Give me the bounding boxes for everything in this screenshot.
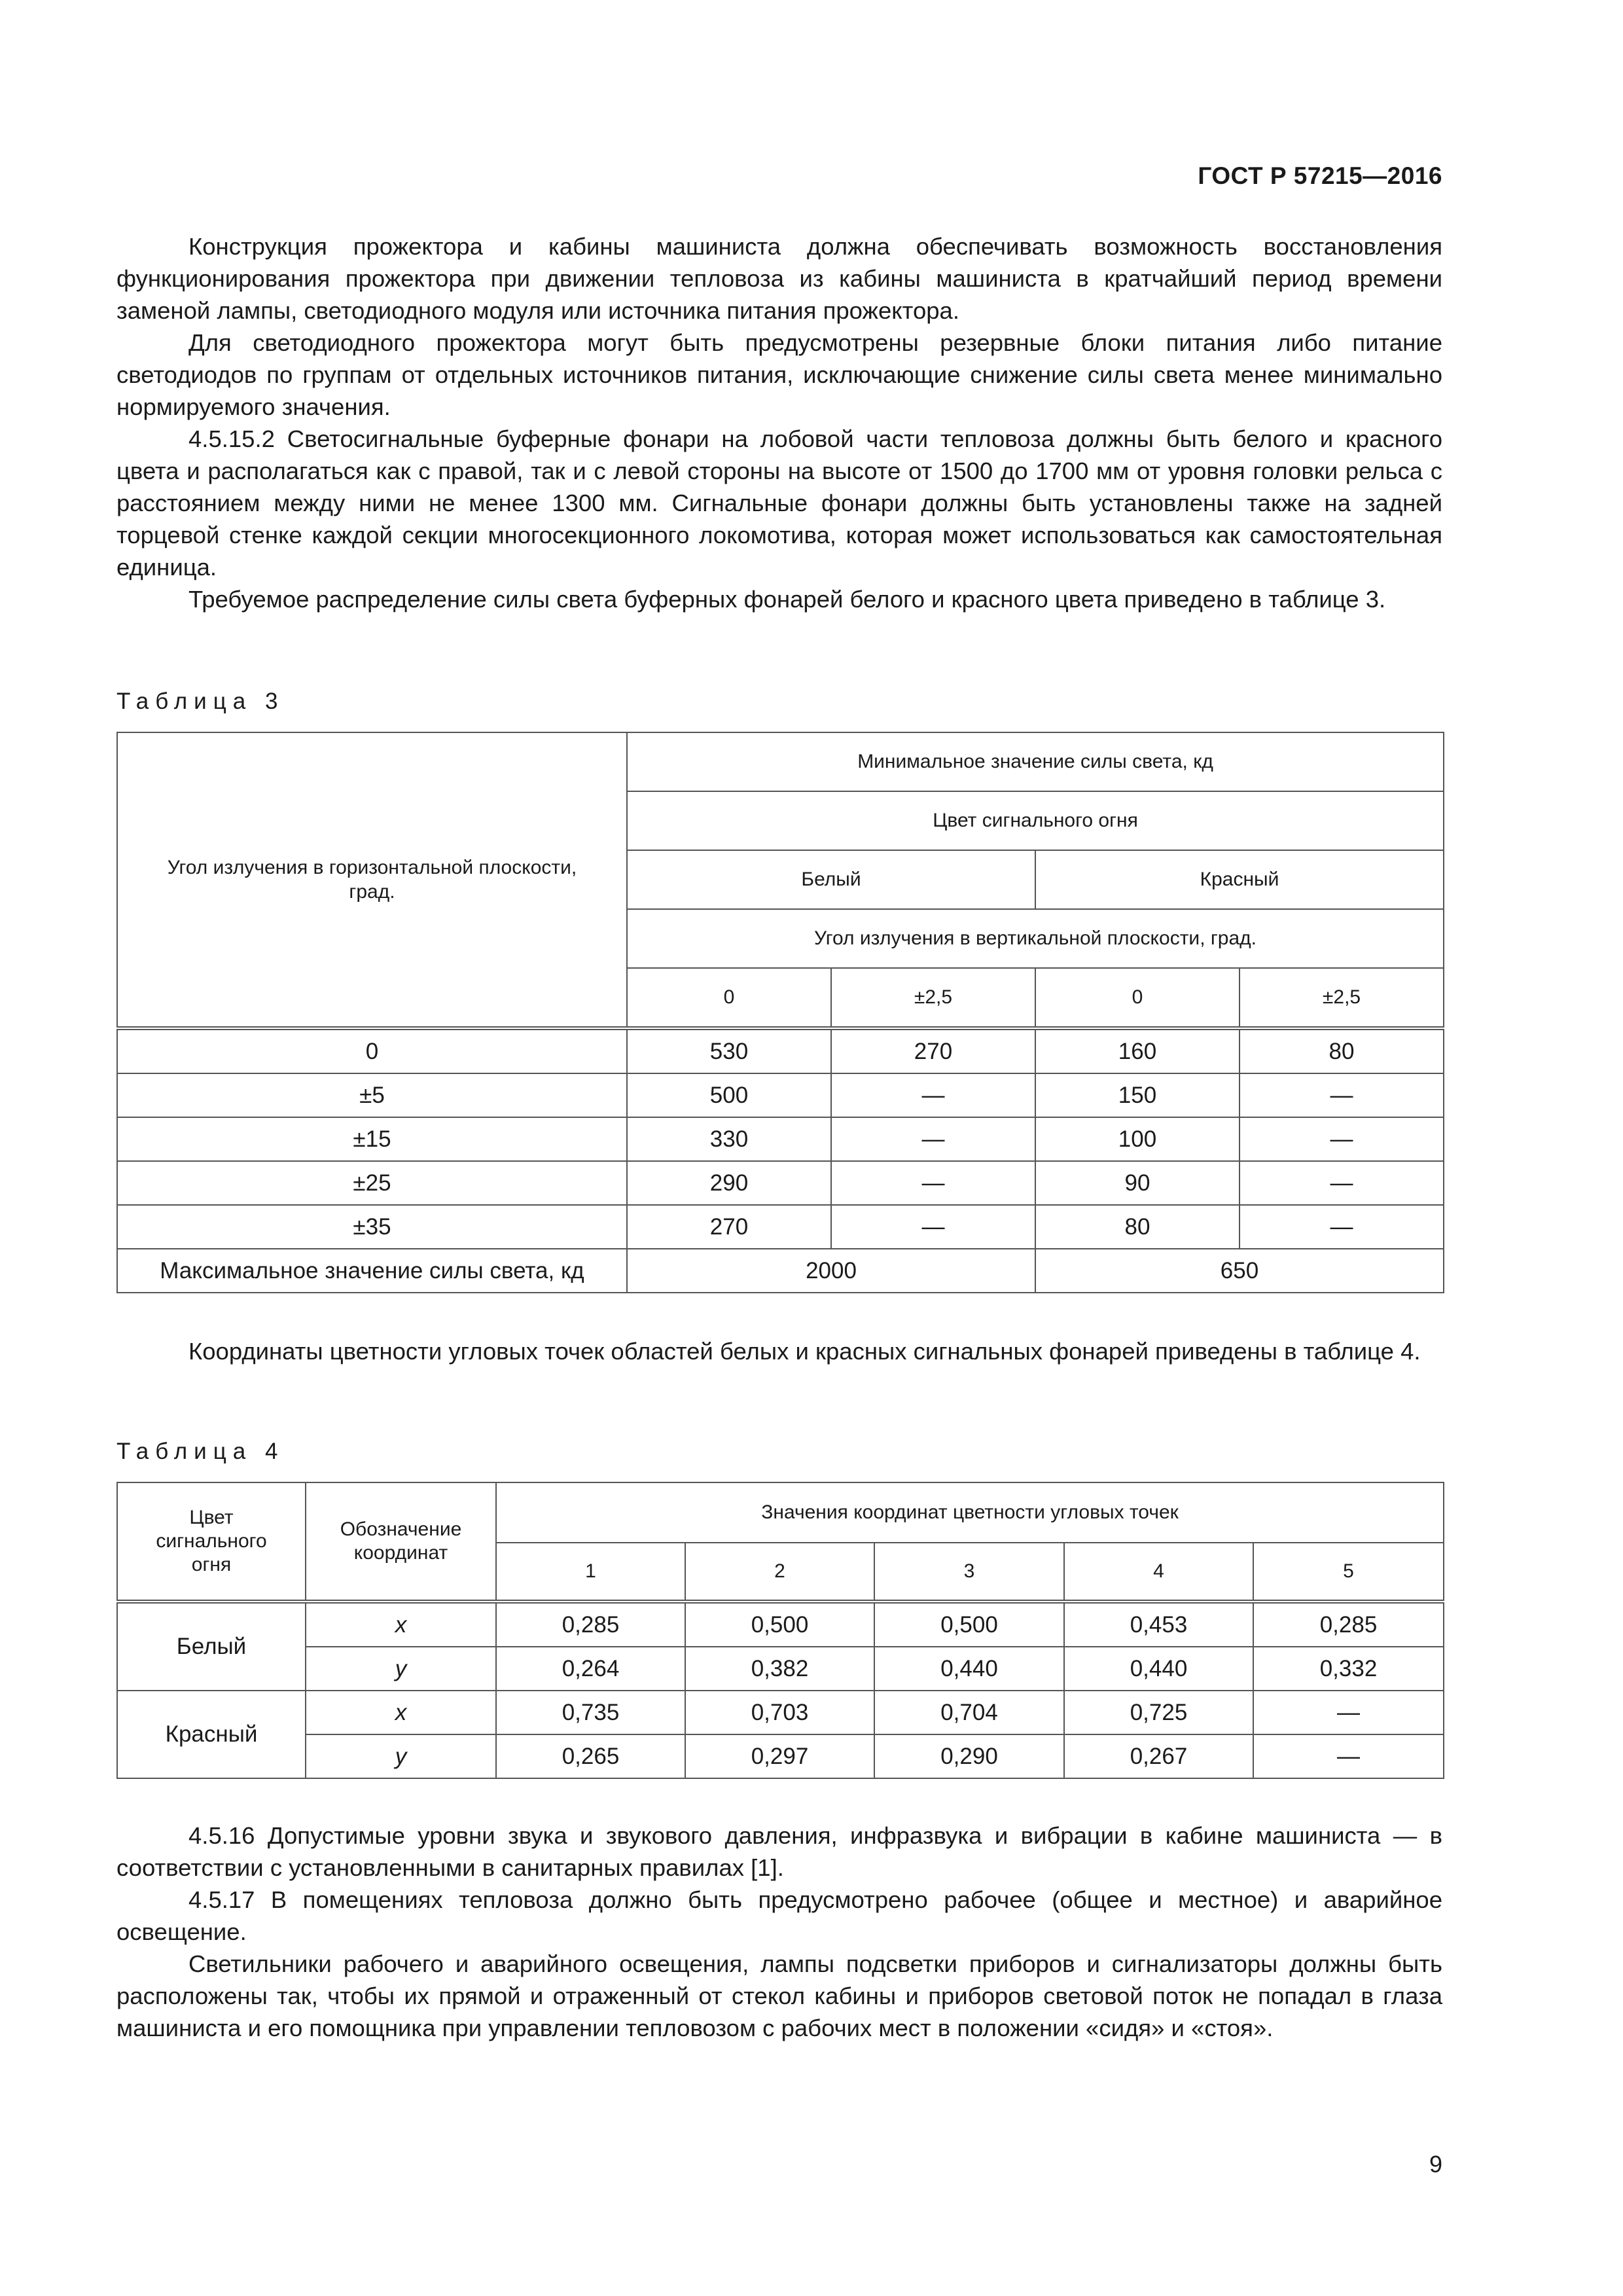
header-coord-values: Значения координат цветности угловых точек xyxy=(496,1482,1444,1543)
paragraph: Координаты цветности угловых точек областей белых и красных сигнальных фонарей приведены в таблице 4. xyxy=(188,1338,1421,1365)
coord-x: x xyxy=(306,1691,496,1734)
header-min-value: Минимальное значение силы света, кд xyxy=(627,732,1444,791)
table-cell: 0,453 xyxy=(1064,1602,1253,1647)
table-cell: 0,735 xyxy=(496,1691,685,1734)
paragraph: Требуемое распределение силы света буферных фонарей белого и красного цвета приведено в таблице 3. xyxy=(188,586,1386,613)
table-cell: 0,265 xyxy=(496,1734,685,1778)
table-3 xyxy=(116,732,1444,1293)
subheader-0: 0 xyxy=(1035,968,1240,1028)
max-red: 650 xyxy=(1035,1249,1444,1293)
table-cell: 0,264 xyxy=(496,1647,685,1691)
header-coord-designation: Обозначение координат xyxy=(306,1482,496,1602)
table-cell: 80 xyxy=(1240,1028,1444,1073)
table-row xyxy=(117,1161,1444,1205)
paragraphs-top xyxy=(116,230,1442,615)
table-cell: — xyxy=(831,1073,1035,1117)
table-row xyxy=(117,1602,1444,1647)
table4-caption: Таблица 4 xyxy=(116,1439,285,1464)
table-cell: 0,703 xyxy=(685,1691,874,1734)
col-3: 3 xyxy=(874,1543,1064,1602)
table-cell: — xyxy=(1253,1734,1444,1778)
paragraph: 4.5.15.2 Светосигнальные буферные фонари на лобовой части тепловоза должны быть белого и красного цвета и располагаться как с правой, так и с левой стороны на высоте от 1500 до 1700 мм от уровня головки рельса с расстоянием между ними не менее 1300 мм. Сигнальные фонари должны быть установлены также на задней торцевой стенке каждой секции многосекционного локомотива, которая может использоваться как самостоятельная единица. xyxy=(116,425,1442,581)
table-cell: 0,704 xyxy=(874,1691,1064,1734)
table-row xyxy=(117,1647,1444,1691)
table-row xyxy=(117,1205,1444,1249)
table-cell: — xyxy=(831,1205,1035,1249)
table-cell: 290 xyxy=(627,1161,831,1205)
table-cell: 160 xyxy=(1035,1028,1240,1073)
table-cell: 0,725 xyxy=(1064,1691,1253,1734)
max-label: Максимальное значение силы света, кд xyxy=(117,1249,627,1293)
subheader-0: 0 xyxy=(627,968,831,1028)
header-white: Белый xyxy=(627,850,1035,909)
white-label: Белый xyxy=(117,1602,306,1691)
table-row xyxy=(117,1734,1444,1778)
table-cell: — xyxy=(1240,1073,1444,1117)
table-cell: 0,500 xyxy=(685,1602,874,1647)
table-row xyxy=(117,1073,1444,1117)
table-cell: 0,290 xyxy=(874,1734,1064,1778)
table-cell: 0,440 xyxy=(874,1647,1064,1691)
table-cell: 0,267 xyxy=(1064,1734,1253,1778)
paragraph: Конструкция прожектора и кабины машиниста должна обеспечивать возможность восстановления функционирования прожектора при движении тепловоза из кабины машиниста в кратчайший период времени заменой лампы, светодиодного модуля или источника питания прожектора. xyxy=(116,233,1442,324)
table-cell: 0,285 xyxy=(496,1602,685,1647)
table-cell: — xyxy=(1240,1205,1444,1249)
coord-y: y xyxy=(306,1647,496,1691)
subheader-2-5: ±2,5 xyxy=(1240,968,1444,1028)
table-cell: — xyxy=(831,1117,1035,1161)
table-cell: — xyxy=(1240,1117,1444,1161)
table-cell: 530 xyxy=(627,1028,831,1073)
document-header: ГОСТ Р 57215—2016 xyxy=(1198,162,1442,189)
table-cell: 100 xyxy=(1035,1117,1240,1161)
table-cell: 0 xyxy=(117,1028,627,1073)
table-cell: ±35 xyxy=(117,1205,627,1249)
table-cell: 0,500 xyxy=(874,1602,1064,1647)
table-4 xyxy=(116,1482,1444,1779)
table-cell: 80 xyxy=(1035,1205,1240,1249)
coord-y: y xyxy=(306,1734,496,1778)
max-white: 2000 xyxy=(627,1249,1035,1293)
header-angle-vertical: Угол излучения в вертикальной плоскости, град. xyxy=(627,909,1444,968)
table-cell: 330 xyxy=(627,1117,831,1161)
header-red: Красный xyxy=(1035,850,1444,909)
table-cell: 0,382 xyxy=(685,1647,874,1691)
col-1: 1 xyxy=(496,1543,685,1602)
table-cell: 0,285 xyxy=(1253,1602,1444,1647)
paragraph: 4.5.17 В помещениях тепловоза должно быть предусмотрено рабочее (общее и местное) и аварийное освещение. xyxy=(116,1886,1442,1945)
paragraph: Светильники рабочего и аварийного освещения, лампы подсветки приборов и сигнализаторы должны быть расположены так, чтобы их прямой и отраженный от стекол кабины и приборов световой поток не попадал в глаза машиниста и его помощника при управлении тепловозом с рабочих мест в положении «сидя» и «стоя». xyxy=(116,1950,1442,2041)
table-cell: ±5 xyxy=(117,1073,627,1117)
table-cell: 270 xyxy=(627,1205,831,1249)
paragraph: 4.5.16 Допустимые уровни звука и звукового давления, инфразвука и вибрации в кабине машиниста — в соответствии с установленными в санитарных правилах [1]. xyxy=(116,1822,1442,1881)
table-cell: ±25 xyxy=(117,1161,627,1205)
page-number: 9 xyxy=(1429,2151,1442,2178)
paragraphs-bottom xyxy=(116,1820,1442,2044)
col-5: 5 xyxy=(1253,1543,1444,1602)
table3-caption: Таблица 3 xyxy=(116,689,285,714)
table-cell: ±15 xyxy=(117,1117,627,1161)
table-cell: — xyxy=(1253,1691,1444,1734)
header-signal-color: Цвет сигнального огня xyxy=(117,1482,306,1602)
table-cell: 0,332 xyxy=(1253,1647,1444,1691)
col-2: 2 xyxy=(685,1543,874,1602)
table-cell: 0,297 xyxy=(685,1734,874,1778)
header-signal-color: Цвет сигнального огня xyxy=(627,791,1444,850)
col-4: 4 xyxy=(1064,1543,1253,1602)
table-cell: — xyxy=(831,1161,1035,1205)
table-cell: 500 xyxy=(627,1073,831,1117)
table-row xyxy=(117,1117,1444,1161)
red-label: Красный xyxy=(117,1691,306,1778)
subheader-2-5: ±2,5 xyxy=(831,968,1035,1028)
table-cell: 150 xyxy=(1035,1073,1240,1117)
table-cell: 0,440 xyxy=(1064,1647,1253,1691)
table-cell: 90 xyxy=(1035,1161,1240,1205)
table-row xyxy=(117,1691,1444,1734)
paragraph-mid xyxy=(116,1335,1442,1367)
header-angle-horizontal: Угол излучения в горизонтальной плоскости, град. xyxy=(117,732,627,1028)
table-row-max xyxy=(117,1249,1444,1293)
table-cell: — xyxy=(1240,1161,1444,1205)
paragraph: Для светодиодного прожектора могут быть предусмотрены резервные блоки питания либо питание светодиодов по группам от отдельных источников питания, исключающие снижение силы света менее минимально нормируемого значения. xyxy=(116,329,1442,420)
table-cell: 270 xyxy=(831,1028,1035,1073)
coord-x: x xyxy=(306,1602,496,1647)
table-row xyxy=(117,1028,1444,1073)
